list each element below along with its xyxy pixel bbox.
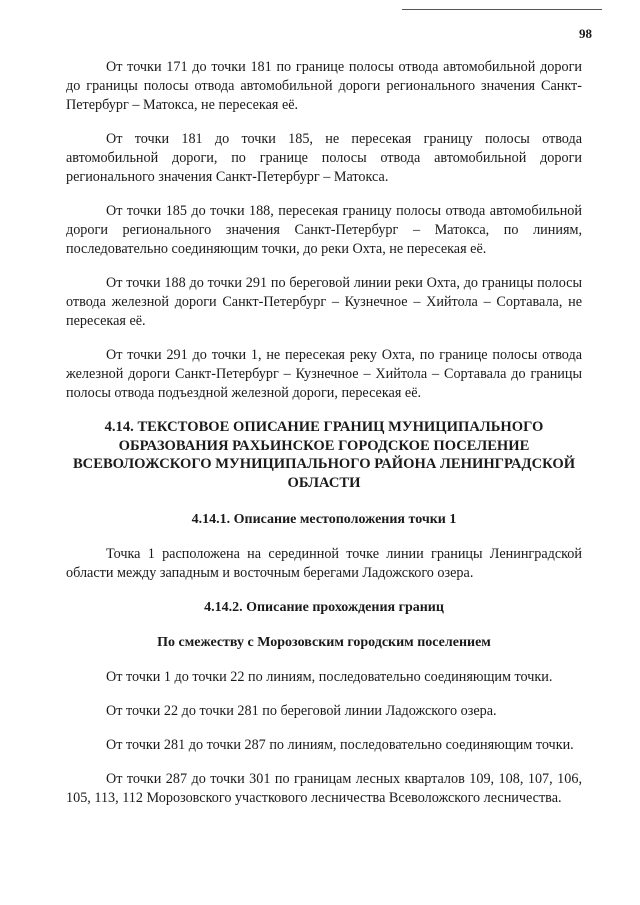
paragraph: От точки 181 до точки 185, не пересекая границу полосы отвода автомобильной дороги, по границе полосы отвода автомобильной дороги регионального значения Санкт-Петербург – Матокса. <box>66 131 582 185</box>
paragraph: От точки 281 до точки 287 по линиям, последовательно соединяющим точки. <box>106 737 574 753</box>
header-rule <box>402 9 602 10</box>
adjacency-heading: По смежеству с Морозовским городским поселением <box>157 635 491 650</box>
document-body <box>66 58 582 823</box>
paragraph: От точки 1 до точки 22 по линиям, последовательно соединяющим точки. <box>106 669 553 685</box>
section-title: 4.14. ТЕКСТОВОЕ ОПИСАНИЕ ГРАНИЦ МУНИЦИПАЛЬНОГО ОБРАЗОВАНИЯ РАХЬИНСКОЕ ГОРОДСКОЕ ПОСЕЛЕНИЕ ВСЕВОЛОЖСКОГО МУНИЦИПАЛЬНОГО РАЙОНА ЛЕНИНГРАДСКОЙ ОБЛАСТИ <box>72 419 576 491</box>
page-number: 98 <box>579 26 592 41</box>
paragraph: От точки 291 до точки 1, не пересекая реку Охта, по границе полосы отвода железной дороги Санкт-Петербург – Кузнечное – Хийтола – Сортавала до границы полосы отвода подъездной железной дороги, пересекая её. <box>66 347 582 401</box>
paragraph: От точки 185 до точки 188, пересекая границу полосы отвода автомобильной дороги регионального значения Санкт-Петербург – Матокса, по линиям, последовательно соединяющим точки, до реки Охта, не пересекая её. <box>66 203 582 257</box>
subsection-1-text: Точка 1 расположена на серединной точке линии границы Ленинградской области между западным и восточным берегами Ладожского озера. <box>66 546 582 581</box>
paragraph: От точки 22 до точки 281 по береговой линии Ладожского озера. <box>106 703 497 719</box>
paragraph: От точки 171 до точки 181 по границе полосы отвода автомобильной дороги до границы полосы отвода автомобильной дороги регионального значения Санкт-Петербург – Матокса, не пересекая её. <box>66 59 582 113</box>
subsection-1-title: 4.14.1. Описание местоположения точки 1 <box>191 512 457 527</box>
subsection-2-title: 4.14.2. Описание прохождения границ <box>204 600 444 615</box>
paragraph: От точки 188 до точки 291 по береговой линии реки Охта, до границы полосы отвода железной дороги Санкт-Петербург – Кузнечное – Хийтола – Сортавала, не пересекая её. <box>66 275 582 329</box>
paragraph: От точки 287 до точки 301 по границам лесных кварталов 109, 108, 107, 106, 105, 113, 112 Морозовского участкового лесничества Всеволожского лесничества. <box>66 771 582 806</box>
